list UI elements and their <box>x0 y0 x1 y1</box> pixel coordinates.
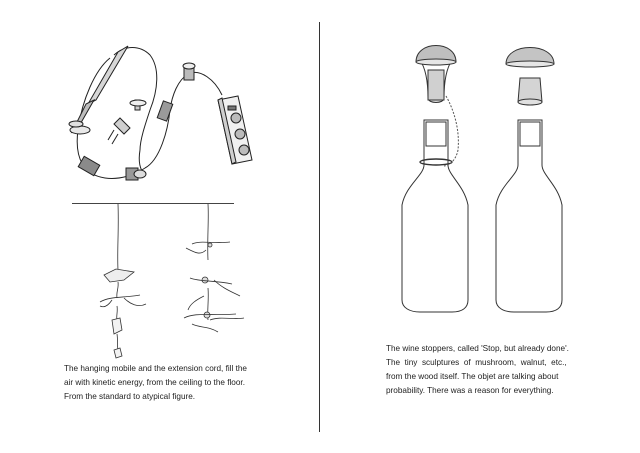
left-caption-line: From the standard to atypical figure. <box>64 392 196 401</box>
right-caption-line: from the wood itself. The objet are talking about <box>386 372 559 381</box>
left-caption-line: air with kinetic energy, from the ceiling to the floor. <box>64 378 245 387</box>
left-caption <box>64 362 264 404</box>
right-caption-line: probability. There was a reason for everything. <box>386 386 554 395</box>
right-caption-line: The wine stoppers, called 'Stop, but already done'. <box>386 344 569 353</box>
right-caption <box>386 342 586 398</box>
hanging-mobile-illustration <box>0 200 320 360</box>
left-caption-line: The hanging mobile and the extension cord, fill the <box>64 364 247 373</box>
right-page <box>320 0 640 453</box>
extension-cord-illustration <box>0 0 320 200</box>
right-caption-line: The tiny sculptures of mushroom, walnut, etc., <box>386 358 567 367</box>
wine-bottles-illustration <box>320 0 640 330</box>
